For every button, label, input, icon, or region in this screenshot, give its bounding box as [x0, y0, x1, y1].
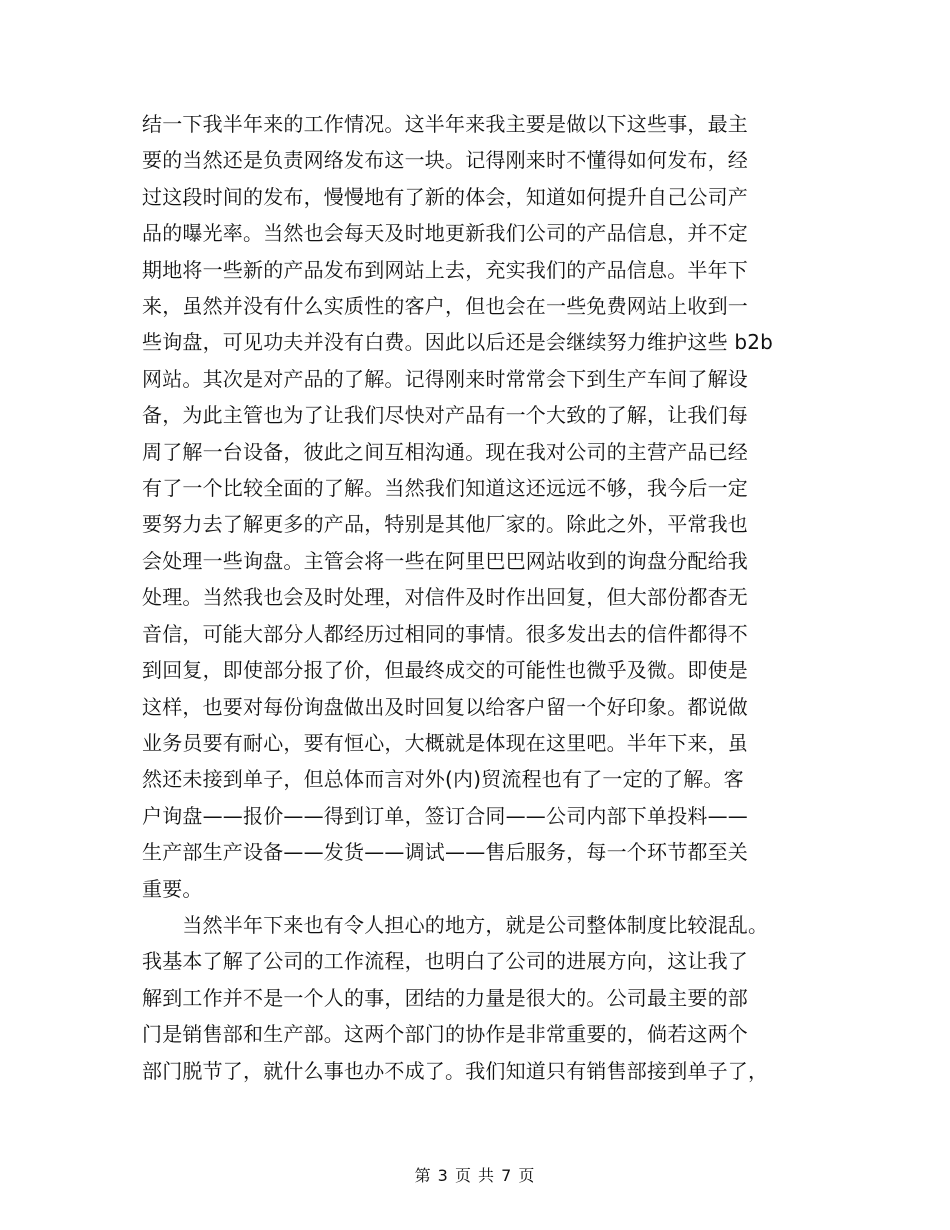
text-line: 这样，也要对每份询盘做出及时回复以给客户留一个好印象。都说做 — [142, 694, 748, 719]
text-line: 重要。 — [142, 876, 203, 901]
text-line: 品的曝光率。当然也会每天及时地更新我们公司的产品信息，并不定 — [142, 221, 748, 246]
text-line: 当然半年下来也有令人担心的地方，就是公司整体制度比较混乱。 — [142, 912, 769, 937]
text-line: 有了一个比较全面的了解。当然我们知道这还远远不够，我今后一定 — [142, 476, 748, 501]
page-footer: 第 3 页 共 7 页 — [414, 1166, 536, 1185]
text-line: 要的当然还是负责网络发布这一块。记得刚来时不懂得如何发布，经 — [142, 148, 748, 173]
body-text — [142, 106, 812, 1089]
text-line: 音信，可能大部分人都经历过相同的事情。很多发出去的信件都得不 — [142, 621, 748, 646]
text-line: 结一下我半年来的工作情况。这半年来我主要是做以下这些事，最主 — [142, 112, 748, 136]
text-line: 门是销售部和生产部。这两个部门的协作是非常重要的，倘若这两个 — [142, 1022, 748, 1047]
text-line: 生产部生产设备——发货——调试——售后服务，每一个环节都至关 — [142, 840, 748, 865]
text-line: 要努力去了解更多的产品，特别是其他厂家的。除此之外，平常我也 — [142, 512, 748, 537]
text-line: 备，为此主管也为了让我们尽快对产品有一个大致的了解，让我们每 — [142, 403, 748, 428]
text-line: 周了解一台设备，彼此之间互相沟通。现在我对公司的主营产品已经 — [142, 439, 748, 464]
text-line: 解到工作并不是一个人的事，团结的力量是很大的。公司最主要的部 — [142, 985, 748, 1010]
text-line: 处理。当然我也会及时处理，对信件及时作出回复，但大部份都杳无 — [142, 585, 748, 610]
text-line: 我基本了解了公司的工作流程，也明白了公司的进展方向，这让我了 — [142, 949, 748, 974]
paragraph-1 — [142, 106, 812, 907]
text-line: 户询盘——报价——得到订单，签订合同——公司内部下单投料—— — [142, 803, 748, 828]
text-line: 过这段时间的发布，慢慢地有了新的体会，知道如何提升自己公司产 — [142, 184, 748, 209]
text-line: 然还未接到单子，但总体而言对外(内)贸流程也有了一定的了解。客 — [142, 767, 744, 792]
text-line: 部门脱节了，就什么事也办不成了。我们知道只有销售部接到单子了， — [142, 1058, 769, 1083]
text-line: 到回复，即使部分报了价，但最终成交的可能性也微乎及微。即使是 — [142, 658, 748, 683]
text-line: 会处理一些询盘。主管会将一些在阿里巴巴网站收到的询盘分配给我 — [142, 548, 748, 573]
text-line: 些询盘，可见功夫并没有白费。因此以后还是会继续努力维护这些 b2b — [142, 330, 774, 355]
text-line: 来，虽然并没有什么实质性的客户，但也会在一些免费网站上收到一 — [142, 294, 748, 319]
paragraph-2 — [142, 907, 812, 1089]
text-line: 期地将一些新的产品发布到网站上去，充实我们的产品信息。半年下 — [142, 257, 748, 282]
text-line: 网站。其次是对产品的了解。记得刚来时常常会下到生产车间了解设 — [142, 366, 748, 391]
text-line: 业务员要有耐心，要有恒心，大概就是体现在这里吧。半年下来，虽 — [142, 730, 748, 755]
